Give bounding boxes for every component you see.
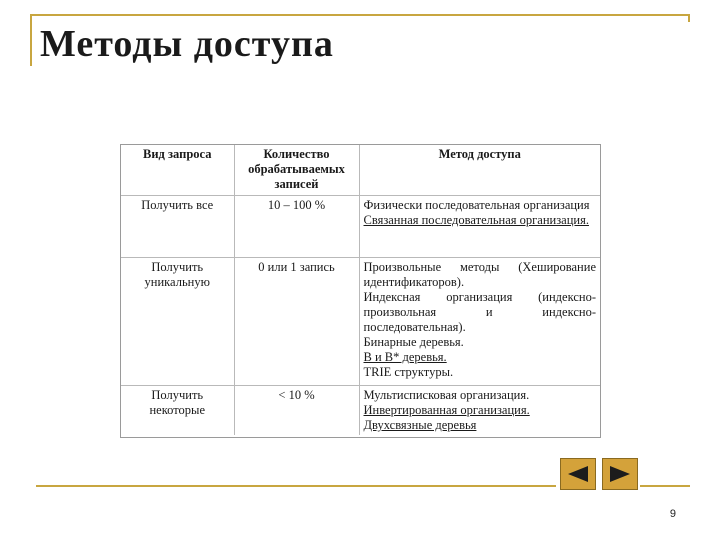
cell-request: Получить все (121, 196, 234, 258)
triangle-right-icon (608, 465, 632, 483)
table-header-row (121, 145, 600, 196)
header-request-type: Вид запроса (121, 145, 234, 196)
slide-title: Методы доступа (40, 23, 334, 65)
left-frame-line (30, 14, 32, 66)
method-item: Двухсвязные деревья (363, 418, 477, 432)
table-row (121, 258, 600, 386)
cell-methods (359, 258, 600, 386)
method-item: Бинарные деревья. (363, 335, 464, 349)
cell-count: 10 – 100 % (234, 196, 359, 258)
method-item: Индексная организация (индексно-произвольная и индексно-последовательная). (363, 290, 596, 334)
cell-request: Получить уникальную (121, 258, 234, 386)
method-item: Физически последовательная организация (363, 198, 590, 212)
table-row (121, 196, 600, 258)
access-methods-table (120, 144, 601, 438)
page-number: 9 (669, 508, 676, 520)
footer-rule (36, 485, 556, 487)
cell-count: 0 или 1 запись (234, 258, 359, 386)
triangle-left-icon (566, 465, 590, 483)
cell-methods (359, 386, 600, 436)
method-item: Мультисписковая организация. (363, 388, 530, 402)
method-item: TRIE структуры. (363, 365, 454, 379)
table-row (121, 386, 600, 436)
footer-rule-right (640, 485, 690, 487)
right-frame-tick (688, 14, 690, 22)
method-item: B и B* деревья. (363, 350, 447, 364)
cell-request: Получить некоторые (149, 388, 205, 417)
method-item: Связанная последовательная организация. (363, 213, 589, 227)
top-frame-line (30, 14, 690, 16)
cell-methods (359, 196, 600, 258)
header-record-count: Количество обрабатываемых записей (234, 145, 359, 196)
cell-count: < 10 % (234, 386, 359, 436)
header-access-method: Метод доступа (359, 145, 600, 196)
next-slide-button[interactable] (602, 458, 638, 490)
method-item: Инвертированная организация. (363, 403, 530, 417)
previous-slide-button[interactable] (560, 458, 596, 490)
method-item: Произвольные методы (Хеширование идентификаторов). (363, 260, 596, 289)
